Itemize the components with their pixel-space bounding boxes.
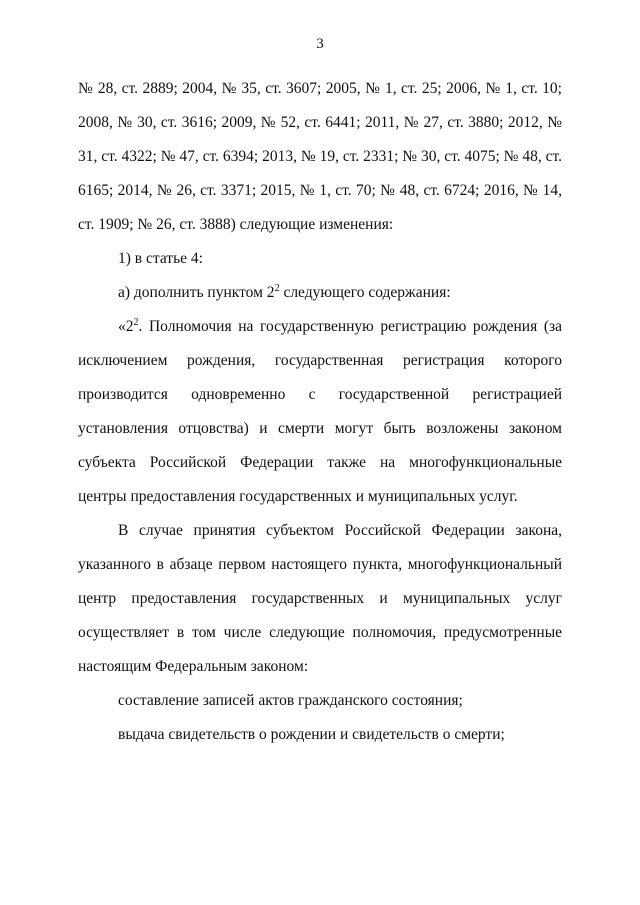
point-2-2-text: . Полномочия на государственную регистрацию рождения (за исключением рождения, государственная регистрация которого производится одновременно с государственной регистрацией установления отцовства) и смерти могут быть возложены законом субъекта Российской Федерации также на многофункциональные центры предоставления государственных и муниципальных услуг.	[78, 318, 562, 505]
point-2-2-superscript: 2	[133, 316, 139, 328]
document-body	[78, 72, 562, 752]
paragraph-civil-records: составление записей актов гражданского состояния;	[118, 692, 463, 709]
paragraph-amendments-list: № 28, ст. 2889; 2004, № 35, ст. 3607; 2005, № 1, ст. 25; 2006, № 1, ст. 10; 2008, № 30, ст. 3616; 2009, № 52, ст. 6441; 2011, № 27, ст. 3880; 2012, № 31, ст. 4322; № 47, ст. 6394; 2013, № 19, ст. 2331; № 30, ст. 4075; № 48, ст. 6165; 2014, № 26, ст. 3371; 2015, № 1, ст. 70; № 48, ст. 6724; 2016, № 14, ст. 1909; № 26, ст. 3888) следующие изменения:	[78, 80, 562, 233]
add-point-text-start: а) дополнить пунктом 2	[118, 284, 275, 301]
add-point-superscript: 2	[274, 282, 280, 294]
add-point-text-end: следующего содержания:	[279, 284, 451, 301]
paragraph-add-point	[78, 276, 562, 310]
paragraph-point-2-2	[78, 310, 562, 514]
paragraph-mfc-powers: В случае принятия субъектом Российской Федерации закона, указанного в абзаце первом настоящего пункта, многофункциональный центр предоставления государственных и муниципальных услуг осуществляет в том числе следующие полномочия, предусмотренные настоящим Федеральным законом:	[78, 522, 562, 675]
paragraph-article-4: 1) в статье 4:	[118, 250, 203, 267]
page-number: 3	[316, 36, 324, 52]
paragraph-certificates: выдача свидетельств о рождении и свидетельств о смерти;	[118, 726, 505, 743]
point-2-2-number: «2	[118, 318, 134, 335]
